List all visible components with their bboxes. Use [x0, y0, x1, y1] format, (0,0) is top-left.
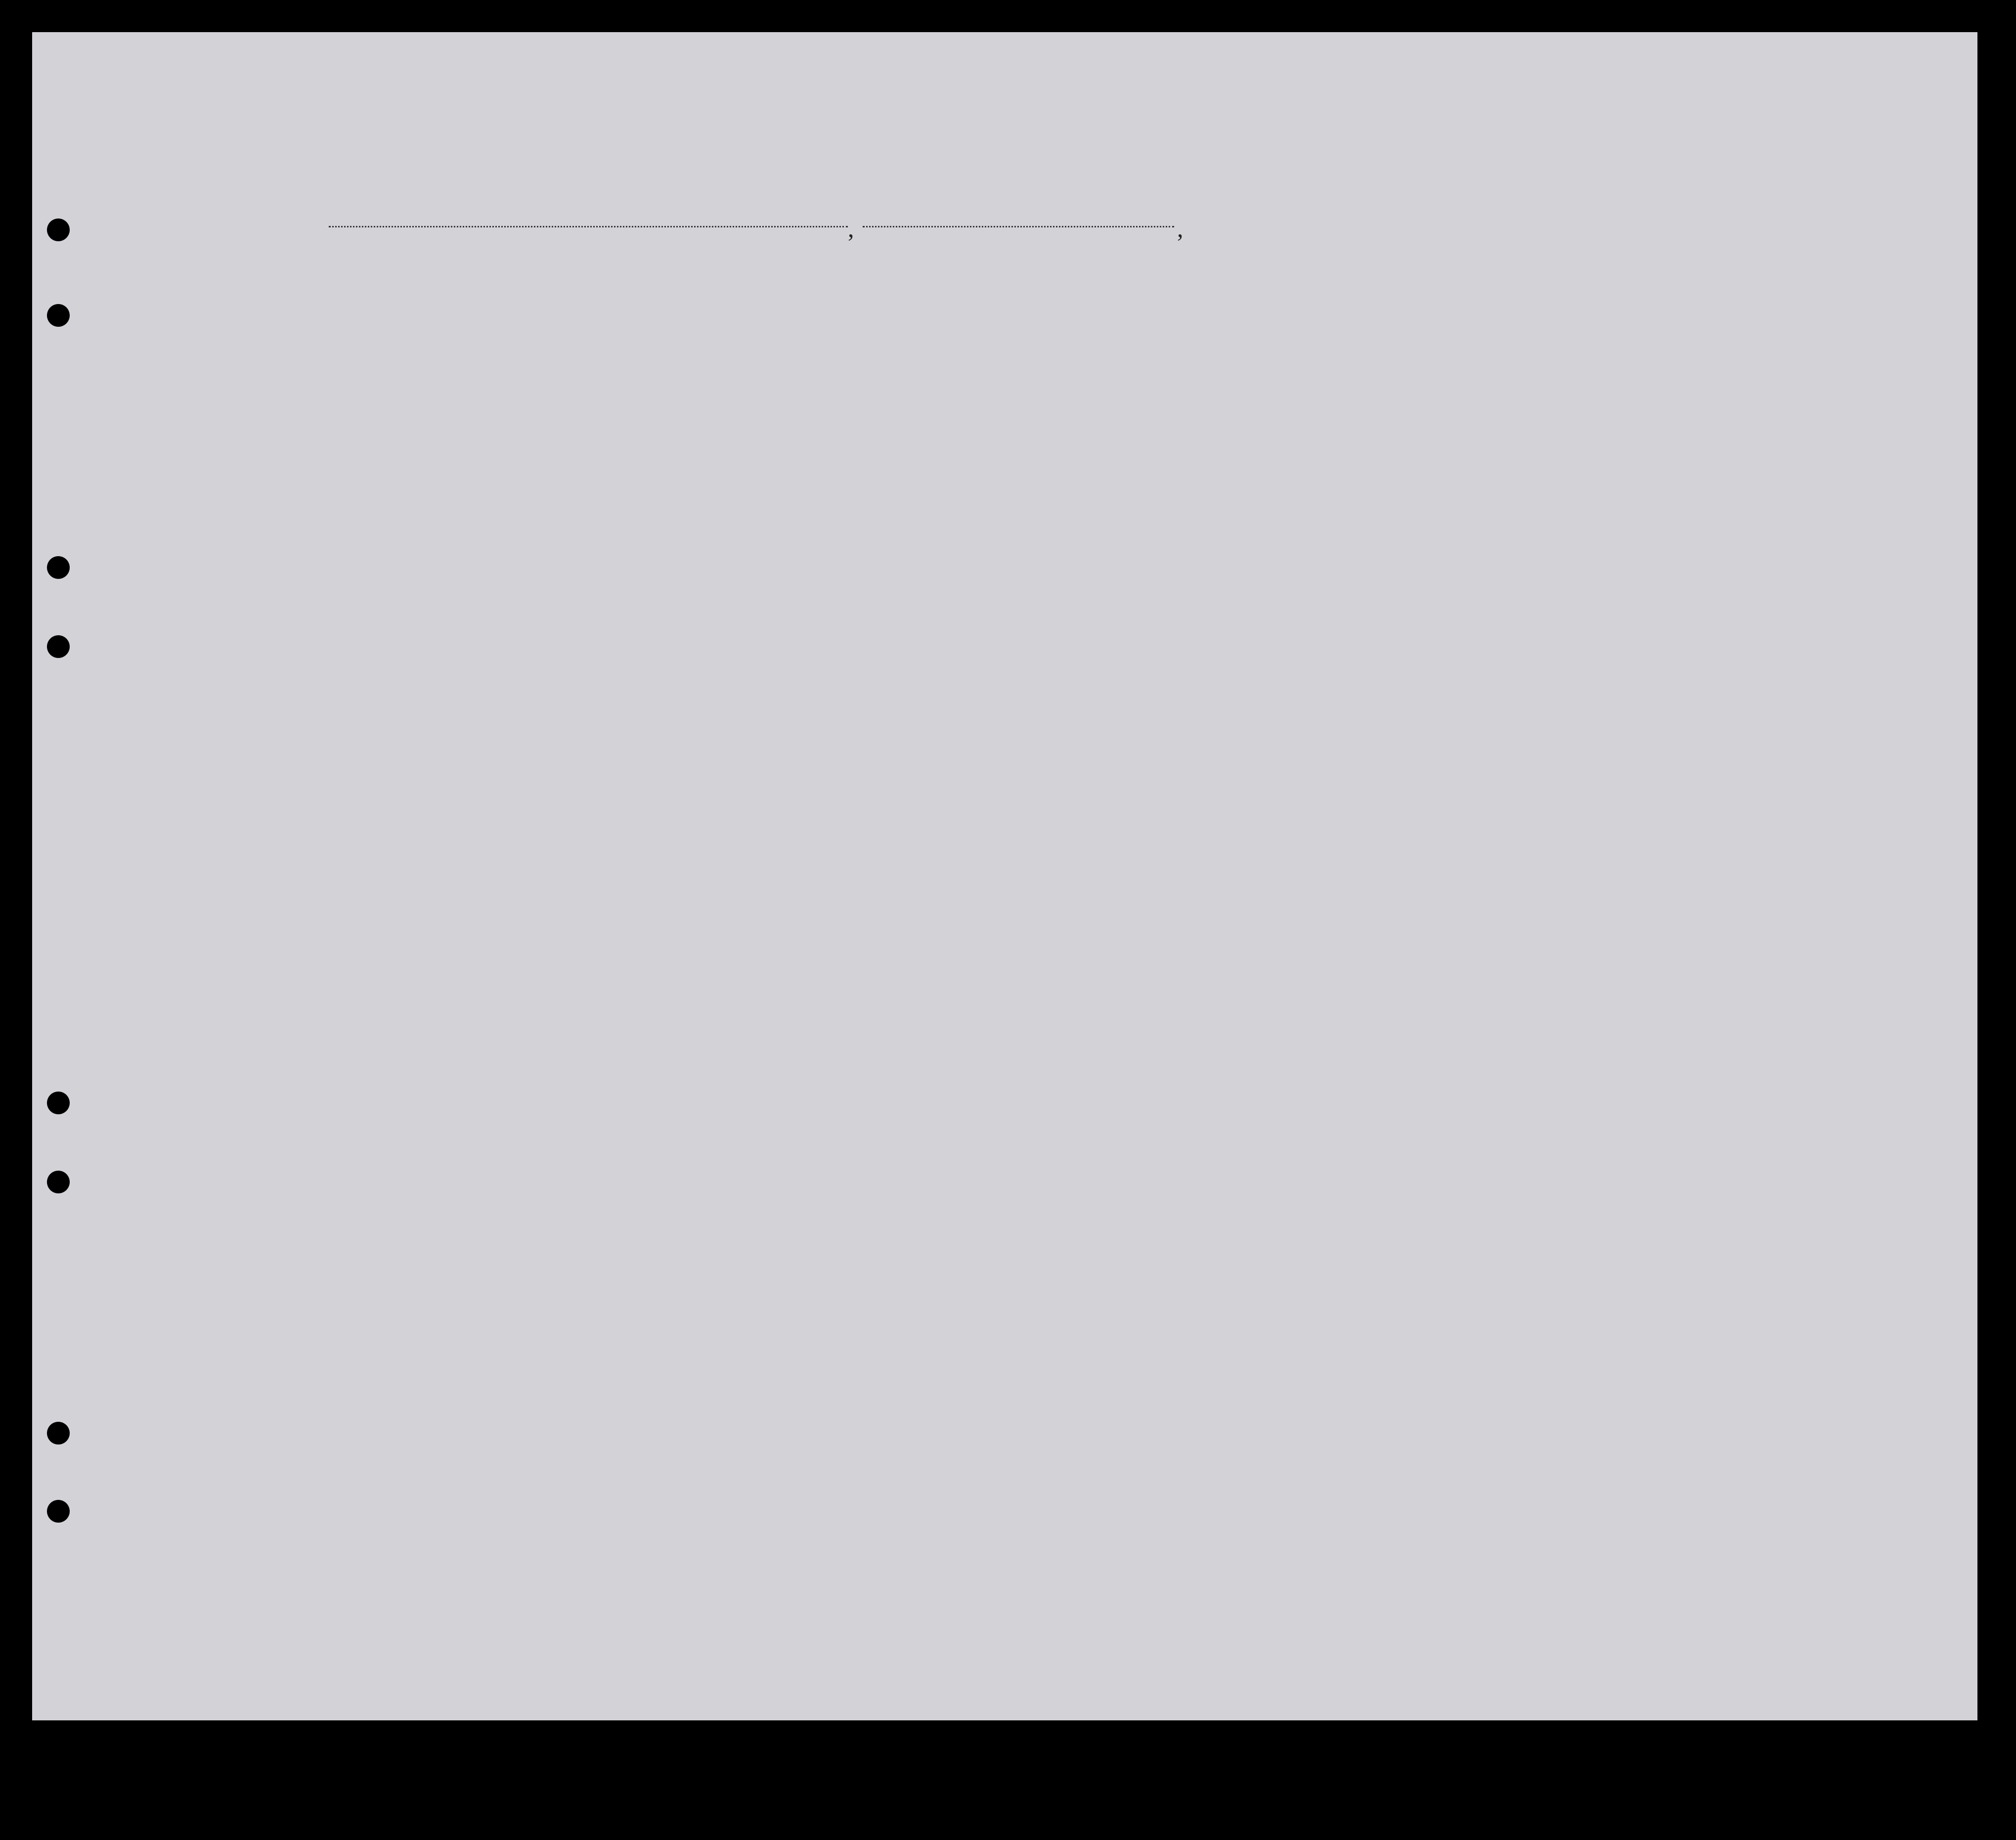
punch-hole — [47, 1092, 70, 1114]
punch-hole — [47, 556, 70, 579]
punch-hole — [47, 219, 70, 241]
punch-hole — [47, 635, 70, 658]
punch-hole — [47, 1500, 70, 1523]
comma-2: , — [1177, 215, 1183, 242]
comma-1: , — [848, 215, 854, 242]
punch-hole — [47, 304, 70, 327]
form-grid — [32, 32, 1977, 1720]
punch-hole — [47, 1422, 70, 1445]
manifest-sheet — [32, 32, 1977, 1720]
punch-hole — [47, 1171, 70, 1193]
